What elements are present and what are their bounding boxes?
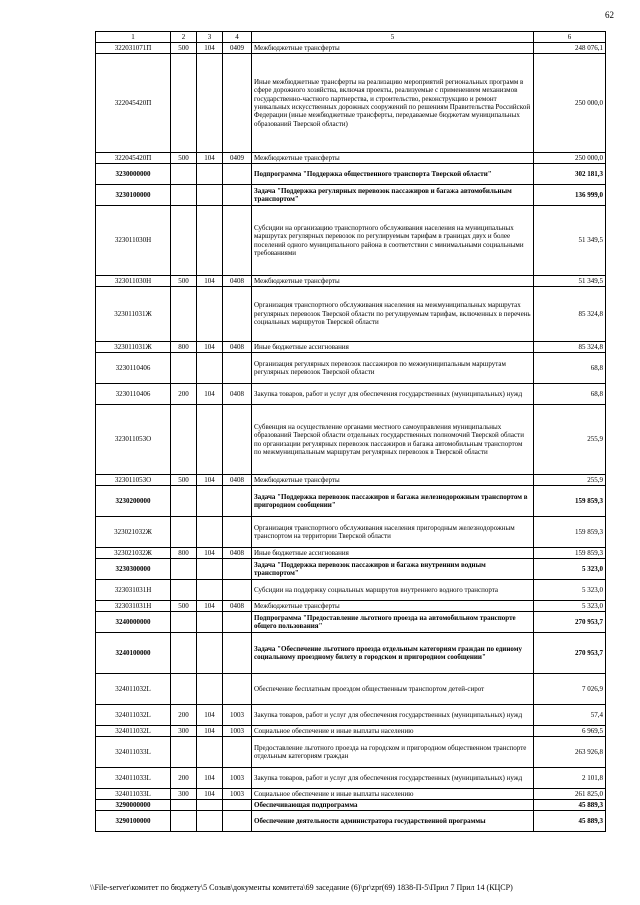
- table-row: [96, 164, 606, 185]
- row-col-4: [223, 612, 252, 633]
- row-col-4: 0408: [223, 342, 252, 353]
- row-col-3: [197, 633, 223, 674]
- table-row: [96, 517, 606, 548]
- row-amount: 2 101,8: [534, 768, 606, 789]
- row-col-4: [223, 517, 252, 548]
- row-amount: 7 026,9: [534, 674, 606, 705]
- table-row: [96, 548, 606, 559]
- row-col-2: 500: [171, 475, 197, 486]
- row-name: Обеспечение деятельности администратора государственной программы: [252, 811, 534, 832]
- row-col-3: 104: [197, 705, 223, 726]
- table-row: [96, 342, 606, 353]
- table-row: [96, 580, 606, 601]
- row-col-4: 0408: [223, 384, 252, 405]
- row-code: 323011030Н: [96, 206, 171, 276]
- row-col-2: [171, 164, 197, 185]
- row-col-4: 0409: [223, 43, 252, 54]
- row-col-4: [223, 633, 252, 674]
- row-name: Организация транспортного обслуживания населения пригородным железнодорожным транспортом на территории Тверской области: [252, 517, 534, 548]
- row-col-3: [197, 737, 223, 768]
- row-col-2: 500: [171, 153, 197, 164]
- row-col-2: [171, 353, 197, 384]
- row-amount: 159 859,3: [534, 486, 606, 517]
- row-col-2: 500: [171, 601, 197, 612]
- row-col-4: [223, 800, 252, 811]
- row-name: Задача "Поддержка перевозок пассажиров и багажа внутренним водным транспортом": [252, 559, 534, 580]
- row-amount: 250 000,0: [534, 54, 606, 153]
- column-header: 4: [223, 32, 252, 43]
- row-name: Организация регулярных перевозок пассажиров по межмуниципальным маршрутам регулярных перевозок Тверской области: [252, 353, 534, 384]
- table-row: [96, 384, 606, 405]
- row-col-2: [171, 633, 197, 674]
- column-header: 2: [171, 32, 197, 43]
- table-row: [96, 800, 606, 811]
- table-row: [96, 486, 606, 517]
- row-name: Межбюджетные трансферты: [252, 475, 534, 486]
- row-name: Предоставление льготного проезда на городском и пригородном общественном транспорте отдельным категориям граждан: [252, 737, 534, 768]
- row-code: 324011032L: [96, 674, 171, 705]
- row-col-3: [197, 287, 223, 342]
- row-code: 3230100000: [96, 185, 171, 206]
- row-col-4: [223, 164, 252, 185]
- row-col-2: [171, 54, 197, 153]
- row-col-3: 104: [197, 601, 223, 612]
- row-col-2: [171, 800, 197, 811]
- row-code: 3230110406: [96, 353, 171, 384]
- row-amount: 68,8: [534, 384, 606, 405]
- row-col-3: [197, 612, 223, 633]
- row-col-2: 300: [171, 789, 197, 800]
- row-amount: 51 349,5: [534, 276, 606, 287]
- row-code: 3240000000: [96, 612, 171, 633]
- row-code: 324011032L: [96, 726, 171, 737]
- table-row: [96, 276, 606, 287]
- row-name: Задача "Обеспечение льготного проезда отдельным категориям граждан по единому социальному проездному билету в городском и пригородном сообщении": [252, 633, 534, 674]
- row-col-2: [171, 486, 197, 517]
- row-amount: 302 181,3: [534, 164, 606, 185]
- row-amount: 68,8: [534, 353, 606, 384]
- row-code: 324011033L: [96, 768, 171, 789]
- table-row: [96, 811, 606, 832]
- row-col-2: 300: [171, 726, 197, 737]
- row-code: 3230300000: [96, 559, 171, 580]
- row-col-4: 1003: [223, 705, 252, 726]
- row-amount: 45 889,3: [534, 811, 606, 832]
- row-amount: 57,4: [534, 705, 606, 726]
- row-col-3: [197, 800, 223, 811]
- table-row: [96, 185, 606, 206]
- row-col-4: [223, 811, 252, 832]
- column-header: 5: [252, 32, 534, 43]
- row-col-4: [223, 559, 252, 580]
- table-row: [96, 612, 606, 633]
- column-header: 3: [197, 32, 223, 43]
- budget-table: [95, 31, 606, 832]
- row-col-3: 104: [197, 768, 223, 789]
- row-col-3: [197, 674, 223, 705]
- table-row: [96, 789, 606, 800]
- row-col-2: [171, 811, 197, 832]
- row-code: 3230110406: [96, 384, 171, 405]
- row-amount: 5 323,0: [534, 580, 606, 601]
- row-code: 322045420П: [96, 153, 171, 164]
- row-col-3: 104: [197, 43, 223, 54]
- row-col-2: [171, 517, 197, 548]
- row-name: Задача "Поддержка регулярных перевозок пассажиров и багажа автомобильным транспортом": [252, 185, 534, 206]
- row-col-2: [171, 206, 197, 276]
- row-code: 323031031Н: [96, 601, 171, 612]
- row-name: Межбюджетные трансферты: [252, 276, 534, 287]
- row-code: 324011033L: [96, 737, 171, 768]
- row-name: Межбюджетные трансферты: [252, 43, 534, 54]
- row-name: Иные бюджетные ассигнования: [252, 342, 534, 353]
- row-col-4: [223, 674, 252, 705]
- row-col-2: [171, 185, 197, 206]
- row-amount: 250 000,0: [534, 153, 606, 164]
- row-col-4: [223, 287, 252, 342]
- table-row: [96, 633, 606, 674]
- row-col-2: 800: [171, 548, 197, 559]
- row-col-4: [223, 405, 252, 475]
- row-amount: 85 324,8: [534, 342, 606, 353]
- row-col-2: [171, 287, 197, 342]
- row-col-3: 104: [197, 726, 223, 737]
- table-body: [96, 43, 606, 832]
- table-row: [96, 287, 606, 342]
- row-amount: 45 889,3: [534, 800, 606, 811]
- row-code: 323011053О: [96, 475, 171, 486]
- row-name: Закупка товаров, работ и услуг для обеспечения государственных (муниципальных) нужд: [252, 768, 534, 789]
- row-amount: 136 999,0: [534, 185, 606, 206]
- row-name: Иные межбюджетные трансферты на реализацию мероприятий региональных программ в сфере дорожного хозяйства, включая проекты, реализуемые с применением механизмов государственно-частного партнерства, и строительство, реконструкцию и ремонт уникальных искусственных дорожных сооружений по решениям Правительства Российской Федерации (иные межбюджетные трансферты, передаваемые бюджетам муниципальных образований Тверской области): [252, 54, 534, 153]
- row-col-3: 104: [197, 548, 223, 559]
- row-code: 323031031Н: [96, 580, 171, 601]
- row-col-4: [223, 737, 252, 768]
- row-name: Организация транспортного обслуживания населения на межмуниципальных маршрутах регулярных перевозок Тверской области по регулируемым тарифам, включенных в перечень социальных маршрутов Тверской области: [252, 287, 534, 342]
- table-row: [96, 674, 606, 705]
- row-name: Межбюджетные трансферты: [252, 601, 534, 612]
- row-col-3: 104: [197, 384, 223, 405]
- row-code: 3290100000: [96, 811, 171, 832]
- row-code: 323011053О: [96, 405, 171, 475]
- file-path-footer: \\File-server\комитет по бюджету\5 Созыв\документы комитета\69 заседание (6)\pr\zpr(69) 1838-П-5\Прил 7 Прил 14 (КЦСР): [90, 883, 513, 892]
- row-col-3: [197, 164, 223, 185]
- row-name: Подпрограмма "Предоставление льготного проезда на автомобильном транспорте общего пользования": [252, 612, 534, 633]
- row-col-4: 0409: [223, 153, 252, 164]
- row-name: Задача "Поддержка перевозок пассажиров и багажа железнодорожным транспортом в пригородном сообщении": [252, 486, 534, 517]
- row-col-4: 0408: [223, 601, 252, 612]
- table-row: [96, 54, 606, 153]
- row-col-3: [197, 486, 223, 517]
- row-name: Социальное обеспечение и иные выплаты населению: [252, 789, 534, 800]
- row-col-4: 0408: [223, 276, 252, 287]
- row-col-3: [197, 353, 223, 384]
- row-col-3: 104: [197, 342, 223, 353]
- row-col-2: [171, 559, 197, 580]
- table-row: [96, 43, 606, 54]
- table-row: [96, 601, 606, 612]
- row-amount: 270 953,7: [534, 633, 606, 674]
- row-amount: 263 926,8: [534, 737, 606, 768]
- row-name: Иные бюджетные ассигнования: [252, 548, 534, 559]
- row-col-3: [197, 580, 223, 601]
- row-col-3: [197, 206, 223, 276]
- page-number: 62: [605, 10, 614, 20]
- row-name: Субсидии на организацию транспортного обслуживания населения на муниципальных маршрутах регулярных перевозок по регулируемым тарифам в границах двух и более поселений одного муниципального района в соответствии с минимальными социальными требованиями: [252, 206, 534, 276]
- row-col-3: [197, 811, 223, 832]
- row-col-4: 1003: [223, 768, 252, 789]
- row-name: Подпрограмма "Поддержка общественного транспорта Тверской области": [252, 164, 534, 185]
- row-col-4: [223, 185, 252, 206]
- row-code: 3230000000: [96, 164, 171, 185]
- row-col-2: [171, 737, 197, 768]
- row-code: 323011031Ж: [96, 342, 171, 353]
- row-amount: 255,9: [534, 475, 606, 486]
- row-col-4: [223, 486, 252, 517]
- row-col-3: [197, 559, 223, 580]
- row-amount: 51 349,5: [534, 206, 606, 276]
- row-name: Межбюджетные трансферты: [252, 153, 534, 164]
- row-col-4: 1003: [223, 789, 252, 800]
- row-col-3: 104: [197, 475, 223, 486]
- row-col-4: 0408: [223, 548, 252, 559]
- row-col-2: 200: [171, 384, 197, 405]
- row-name: Социальное обеспечение и иные выплаты населению: [252, 726, 534, 737]
- row-code: 323021032Ж: [96, 548, 171, 559]
- row-col-2: 800: [171, 342, 197, 353]
- table-row: [96, 475, 606, 486]
- row-amount: 85 324,8: [534, 287, 606, 342]
- row-name: Субвенция на осуществление органами местного самоуправления муниципальных образований Тверской области отдельных государственных полномочий Тверской области по организации регулярных перевозок пассажиров и багажа автомобильным транспортом по межмуниципальным маршрутам регулярных перевозок в Тверской области: [252, 405, 534, 475]
- row-name: Закупка товаров, работ и услуг для обеспечения государственных (муниципальных) нужд: [252, 384, 534, 405]
- row-col-3: [197, 405, 223, 475]
- row-amount: 5 323,0: [534, 559, 606, 580]
- table-row: [96, 559, 606, 580]
- row-amount: 261 825,0: [534, 789, 606, 800]
- row-name: Закупка товаров, работ и услуг для обеспечения государственных (муниципальных) нужд: [252, 705, 534, 726]
- row-col-2: 500: [171, 276, 197, 287]
- row-col-4: 1003: [223, 726, 252, 737]
- row-col-4: 0408: [223, 475, 252, 486]
- table-row: [96, 405, 606, 475]
- row-col-3: [197, 54, 223, 153]
- row-col-4: [223, 580, 252, 601]
- table-row: [96, 768, 606, 789]
- row-code: 3230200000: [96, 486, 171, 517]
- row-col-3: 104: [197, 276, 223, 287]
- row-amount: 159 859,3: [534, 548, 606, 559]
- row-code: 322031071П: [96, 43, 171, 54]
- column-header: 1: [96, 32, 171, 43]
- table-row: [96, 206, 606, 276]
- row-col-4: [223, 353, 252, 384]
- row-col-4: [223, 206, 252, 276]
- row-code: 324011033L: [96, 789, 171, 800]
- row-col-3: 104: [197, 153, 223, 164]
- row-col-2: 200: [171, 768, 197, 789]
- row-amount: 270 953,7: [534, 612, 606, 633]
- row-col-4: [223, 54, 252, 153]
- row-amount: 159 859,3: [534, 517, 606, 548]
- row-col-3: [197, 517, 223, 548]
- row-col-3: [197, 185, 223, 206]
- table-row: [96, 705, 606, 726]
- row-col-2: 500: [171, 43, 197, 54]
- row-code: 322045420П: [96, 54, 171, 153]
- row-amount: 5 323,0: [534, 601, 606, 612]
- row-col-3: 104: [197, 789, 223, 800]
- table-row: [96, 726, 606, 737]
- row-amount: 255,9: [534, 405, 606, 475]
- header-row: [96, 32, 606, 43]
- row-code: 3290000000: [96, 800, 171, 811]
- row-code: 3240100000: [96, 633, 171, 674]
- row-name: Субсидии на поддержку социальных маршрутов внутреннего водного транспорта: [252, 580, 534, 601]
- table-row: [96, 153, 606, 164]
- row-col-2: [171, 580, 197, 601]
- row-amount: 6 969,5: [534, 726, 606, 737]
- row-code: 324011032L: [96, 705, 171, 726]
- table-row: [96, 737, 606, 768]
- row-code: 323021032Ж: [96, 517, 171, 548]
- row-col-2: 200: [171, 705, 197, 726]
- column-header: 6: [534, 32, 606, 43]
- table-row: [96, 353, 606, 384]
- row-col-2: [171, 612, 197, 633]
- row-name: Обеспечивающая подпрограмма: [252, 800, 534, 811]
- row-code: 323011031Ж: [96, 287, 171, 342]
- row-col-2: [171, 405, 197, 475]
- row-col-2: [171, 674, 197, 705]
- row-name: Обеспечение бесплатным проездом общественным транспортом детей-сирот: [252, 674, 534, 705]
- row-code: 323011030Н: [96, 276, 171, 287]
- row-amount: 248 076,1: [534, 43, 606, 54]
